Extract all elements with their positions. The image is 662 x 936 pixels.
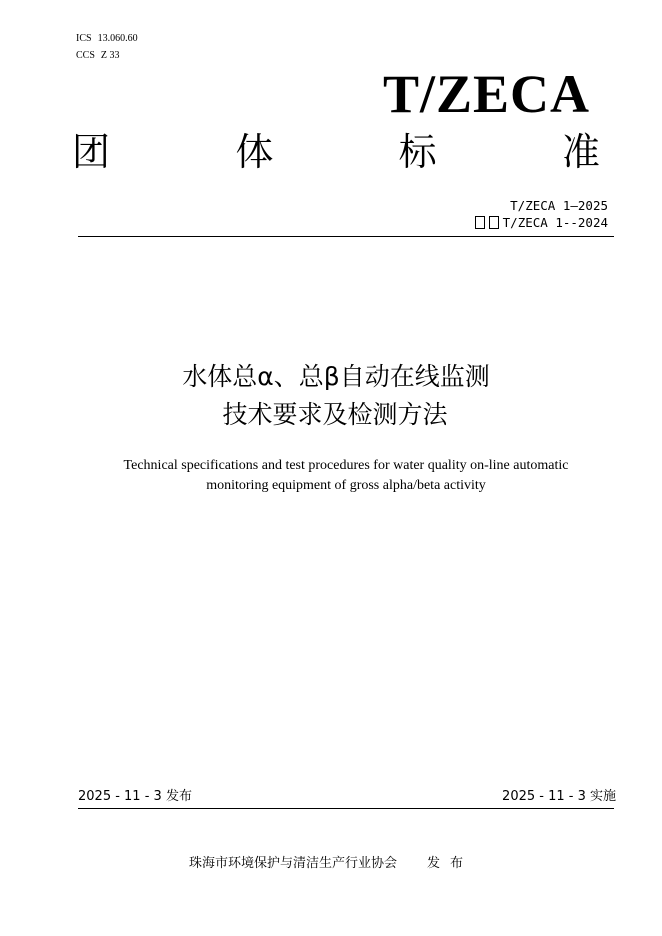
replaced-standard (475, 214, 608, 231)
chinese-title-line-2: 技术要求及检测方法 (222, 400, 448, 429)
chinese-title-line-1: 水体总α、总β自动在线监测 (182, 362, 490, 391)
ics-classification (76, 33, 138, 45)
english-title-line-2: monitoring equipment of gross alpha/beta activity (206, 478, 486, 493)
missing-glyph-box-icon (475, 216, 485, 229)
publisher-organization: 珠海市环境保护与清洁生产行业协会 (188, 856, 397, 871)
implementation-date: 2025 - 11 - 3 实施 (502, 789, 616, 804)
ics-code: 13.060.60 (97, 33, 138, 44)
ics-label: ICS (76, 33, 92, 44)
header-divider (78, 236, 614, 237)
publish-action: 发布 (427, 856, 474, 871)
ccs-label: CCS (76, 50, 95, 61)
standard-type-char: 团 (72, 130, 111, 174)
replaced-standard-code: T/ZECA 1--2024 (502, 215, 608, 230)
ccs-classification (76, 50, 120, 62)
organization-standard-code: T/ZECA (382, 64, 590, 124)
issue-date: 2025 - 11 - 3 发布 (78, 789, 192, 804)
standard-type-heading (72, 128, 600, 176)
standard-type-char: 标 (398, 130, 437, 174)
missing-glyph-box-icon (489, 216, 499, 229)
standard-type-char: 准 (561, 130, 600, 174)
footer-divider (78, 808, 614, 809)
english-title-line-1: Technical specifications and test procedures for water quality on-line automatic (123, 458, 569, 473)
ccs-code: Z 33 (100, 50, 120, 61)
publisher-line (0, 855, 662, 873)
standard-number: T/ZECA 1—2025 (510, 198, 608, 213)
standard-type-char: 体 (235, 130, 274, 174)
